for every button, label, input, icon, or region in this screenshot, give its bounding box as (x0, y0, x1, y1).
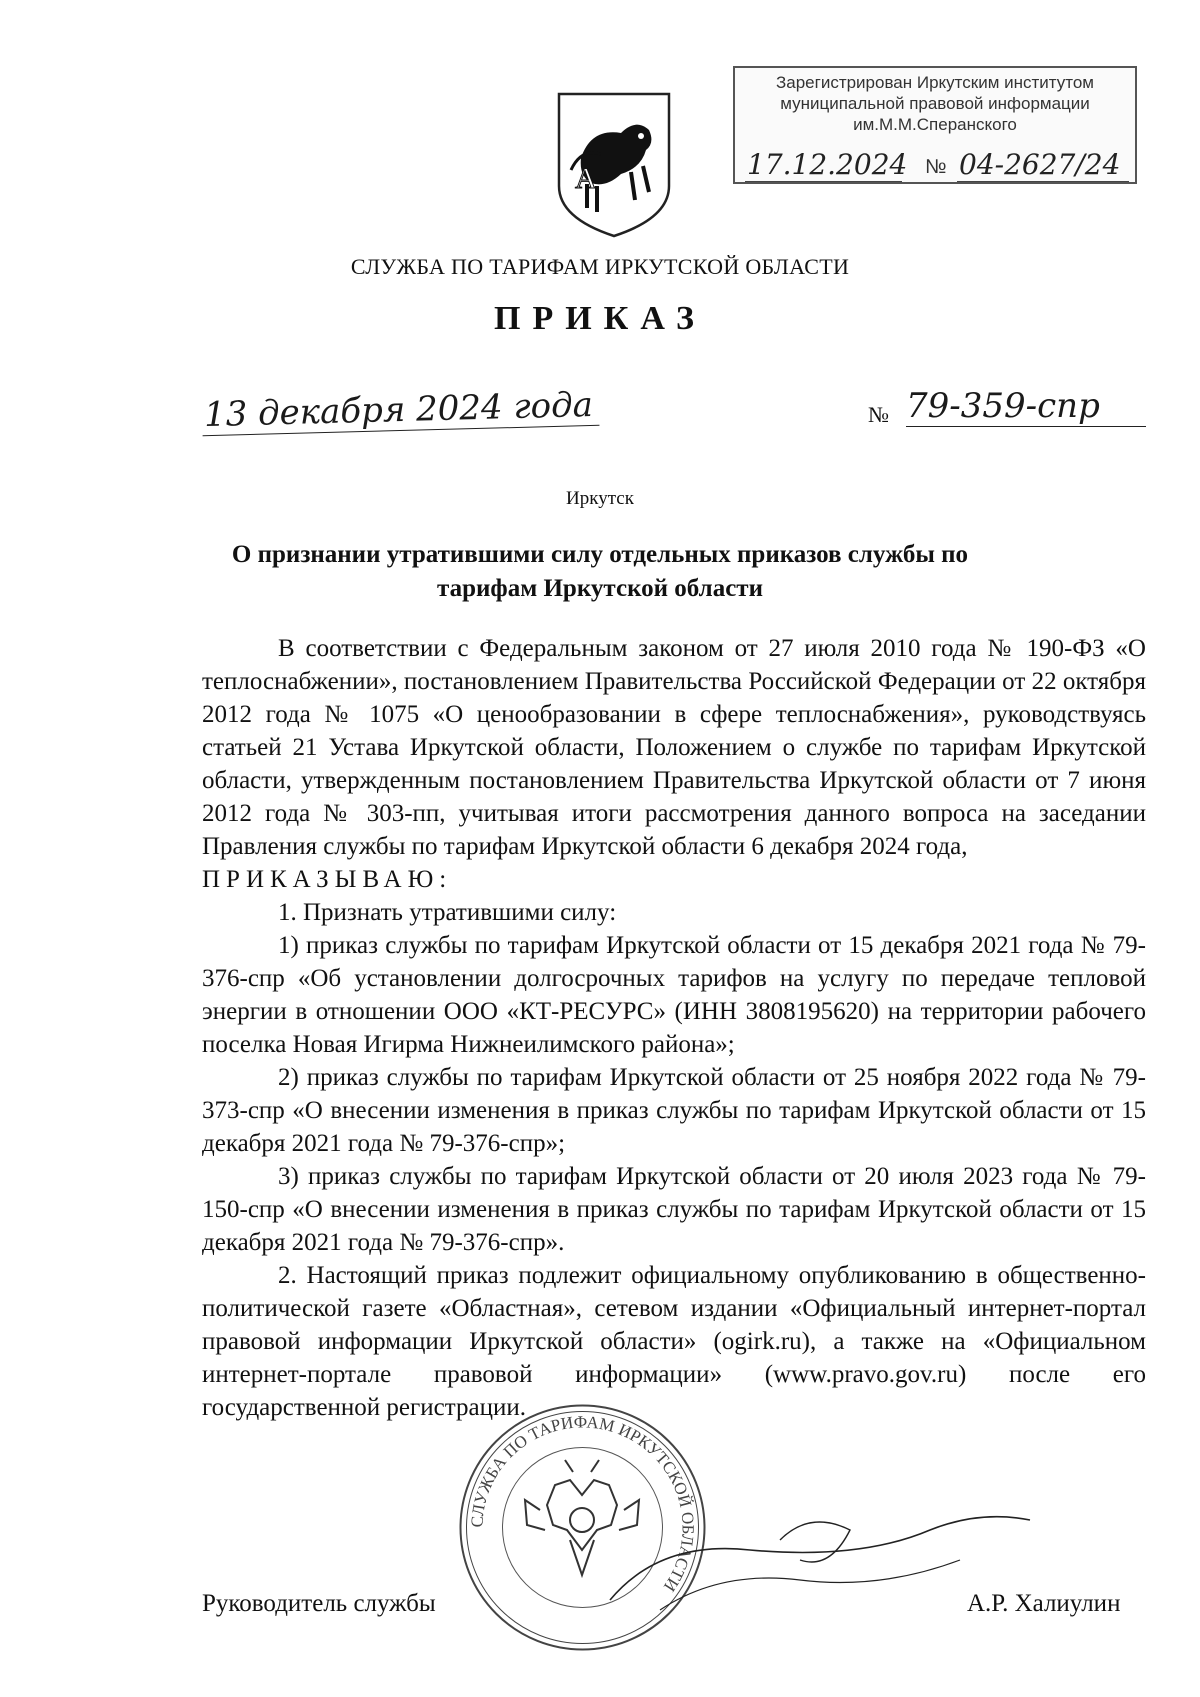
coat-of-arms-emblem (551, 88, 677, 238)
order-number: 79-359-спр (906, 386, 1146, 427)
svg-text:А: А (575, 162, 597, 195)
registration-number-label: № (925, 156, 947, 178)
sub-item-2: 2) приказ службы по тарифам Иркутской области от 25 ноября 2022 года № 79-373-спр «О внесении изменения в приказ службы по тарифам Иркутской области от 15 декабря 2021 года № 79-376-спр»; (202, 1064, 1146, 1157)
order-word: ПРИКАЗЫВАЮ: (202, 866, 453, 893)
document-type: ПРИКАЗ (494, 300, 706, 337)
sub-item-1: 1) приказ службы по тарифам Иркутской области от 15 декабря 2021 года № 79-376-спр «Об установлении долгосрочных тарифов на услугу по передаче тепловой энергии в отношении ООО «КТ-РЕСУРС» (ИНН 3808195620) на территории рабочего поселка Новая Игирма Нижнеилимского района»; (202, 932, 1146, 1058)
registration-stamp (733, 66, 1137, 184)
registration-stamp-line: им.М.М.Сперанского (853, 115, 1017, 134)
registration-stamp-line: Зарегистрирован Иркутским институтом (775, 73, 1094, 92)
order-date: 13 декабря 2024 года (202, 385, 600, 436)
sub-item-3: 3) приказ службы по тарифам Иркутской области от 20 июля 2023 года № 79-150-спр «О внесении изменения в приказ службы по тарифам Иркутской области от 15 декабря 2021 года № 79-376-спр». (202, 1163, 1146, 1256)
registration-number: 04-2627/24 (957, 148, 1129, 182)
registration-date: 17.12.2024 (747, 148, 908, 181)
registration-stamp-line: муниципальной правовой информации (780, 94, 1090, 113)
document-body (202, 632, 1146, 1424)
preamble-paragraph: В соответствии с Федеральным законом от 27 июля 2010 года № 190-ФЗ «О теплоснабжении», постановлением Правительства Российской Федерации от 22 октября 2012 года № 1075 «О ценообразовании в сфере теплоснабжения», руководствуясь статьей 21 Устава Иркутской области, Положением о службе по тарифам Иркутской области, утвержденным постановлением Правительства Иркутской области от 7 июня 2012 года № 303-пп, учитывая итоги рассмотрения данного вопроса на заседании Правления службы по тарифам Иркутской области 6 декабря 2024 года, (202, 635, 1146, 860)
point-2: 2. Настоящий приказ подлежит официальному опубликованию в общественно-политической газете «Областная», сетевом издании «Официальный интернет-портал правовой информации Иркутской области» (ogirk.ru), а также на «Официальном интернет-портале правовой информации» (www.pravo.gov.ru) после его государственной регистрации. (202, 1262, 1146, 1421)
order-number-label: № (868, 402, 889, 427)
document-title: О признании утратившими силу отдельных приказов службы по тарифам Иркутской области (231, 541, 969, 602)
city-name: Иркутск (566, 488, 634, 509)
seal-text: СЛУЖБА ПО ТАРИФАМ ИРКУТСКОЙ ОБЛАСТИ (467, 1412, 698, 1596)
signatory-name: А.Р. Халиулин (967, 1590, 1121, 1617)
signatory-role: Руководитель службы (202, 1590, 436, 1617)
agency-name: СЛУЖБА ПО ТАРИФАМ ИРКУТСКОЙ ОБЛАСТИ (350, 254, 850, 279)
point-1: 1. Признать утратившими силу: (278, 899, 617, 926)
